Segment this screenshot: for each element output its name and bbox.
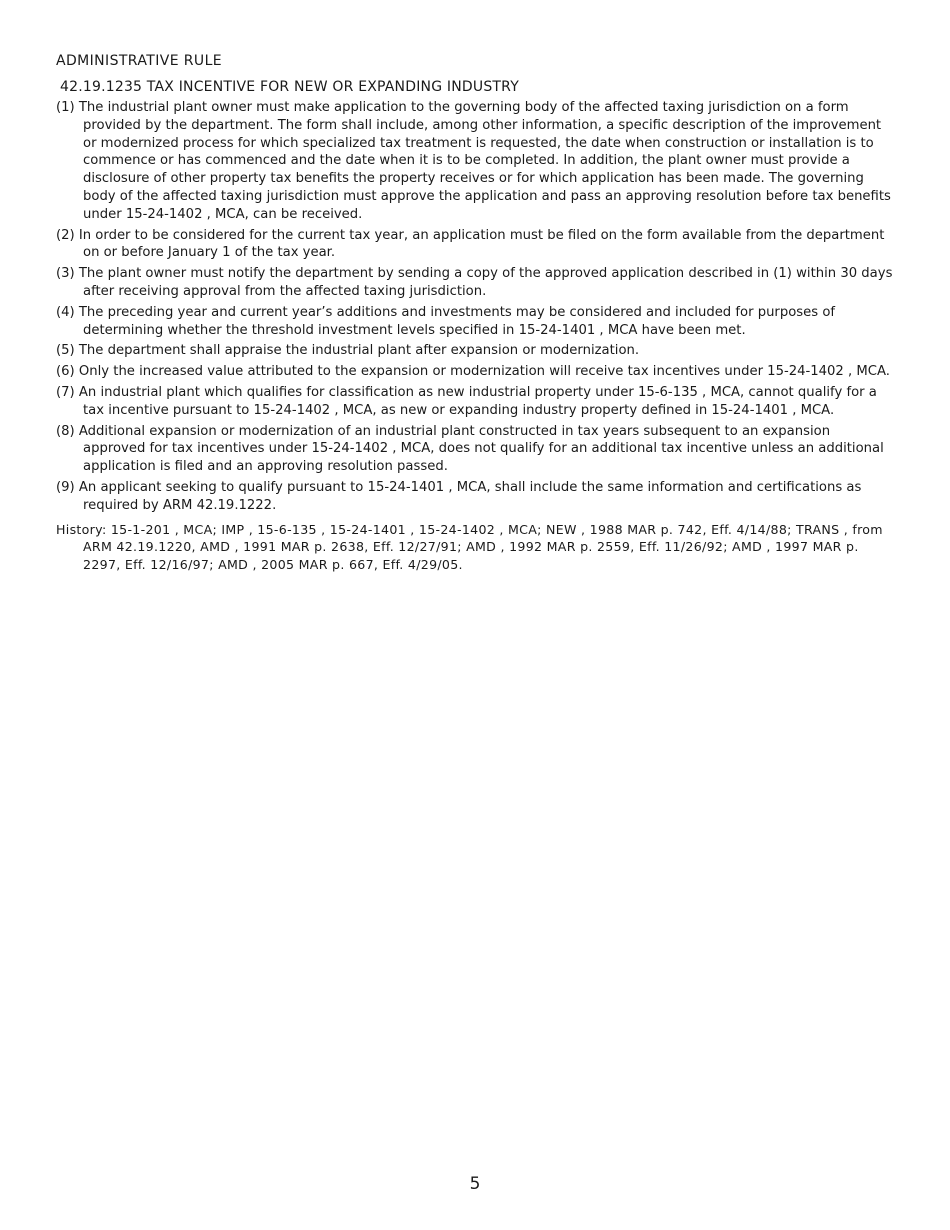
rule-paragraph-4: (4) The preceding year and current year’s additions and investments may be considered and included for purposes of determining whether the threshold investment levels specified in 15-24-1401 , MCA have been met. bbox=[56, 304, 836, 338]
rule-paragraph-3: (3) The plant owner must notify the department by sending a copy of the approved application described in (1) within 30 days after receiving approval from the affected taxing jurisdiction. bbox=[56, 266, 893, 299]
rule-paragraph-7: (7) An industrial plant which qualifies for classification as new industrial property under 15-6-135 , MCA, cannot qualify for a tax incentive pursuant to 15-24-1402 , MCA, as new or expanding industry property defined in 15-24-1401 , MCA. bbox=[56, 384, 877, 418]
rule-paragraph-2: (2) In order to be considered for the current tax year, an application must be filed on the form available from the department on or before January 1 of the tax year. bbox=[56, 227, 885, 261]
rule-paragraph-6: (6) Only the increased value attributed to the expansion or modernization will receive tax incentives under 15-24-1402 , MCA. bbox=[56, 364, 890, 380]
rule-paragraph-8: (8) Additional expansion or modernization of an industrial plant constructed in tax years subsequent to an expansion approved for tax incentives under 15-24-1402 , MCA, does not qualify for an additional tax incentive unless an additional application is filed and an approving resolution passed. bbox=[56, 423, 884, 475]
rule-paragraph-1: (1) The industrial plant owner must make application to the governing body of the affected taxing jurisdiction on a form provided by the department. The form shall include, among other information, a specific description of the improvement or modernized process for which specialized tax treatment is requested, the date when construction or installation is to commence or has commenced and the date when it is to be completed. In addition, the plant owner must provide a disclosure of other property tax benefits the property receives or for which application has been made. The governing body of the affected taxing jurisdiction must approve the application and pass an approving resolution before tax benefits under 15-24-1402 , MCA, can be received. bbox=[56, 100, 891, 222]
rule-title: 42.19.1235 TAX INCENTIVE FOR NEW OR EXPANDING INDUSTRY bbox=[60, 79, 519, 95]
document-heading: ADMINISTRATIVE RULE bbox=[56, 53, 223, 69]
rule-history: History: 15-1-201 , MCA; IMP , 15-6-135 , 15-24-1401 , 15-24-1402 , MCA; NEW , 1988 MAR p. 742, Eff. 4/14/88; TRANS , from ARM 42.19.1220, AMD , 1991 MAR p. 2638, Eff. 12/27/91; AMD , 1992 MAR p. 2559, Eff. 11/26/92; AMD , 1997 MAR p. 2297, Eff. 12/16/97; AMD , 2005 MAR p. 667, Eff. 4/29/05. bbox=[56, 521, 883, 572]
rule-paragraph-9: (9) An applicant seeking to qualify pursuant to 15-24-1401 , MCA, shall include the same information and certifications as required by ARM 42.19.1222. bbox=[56, 479, 862, 513]
page-number: 5 bbox=[469, 1174, 481, 1194]
document-page bbox=[56, 52, 896, 573]
rule-paragraph-5: (5) The department shall appraise the industrial plant after expansion or modernization. bbox=[56, 343, 640, 359]
